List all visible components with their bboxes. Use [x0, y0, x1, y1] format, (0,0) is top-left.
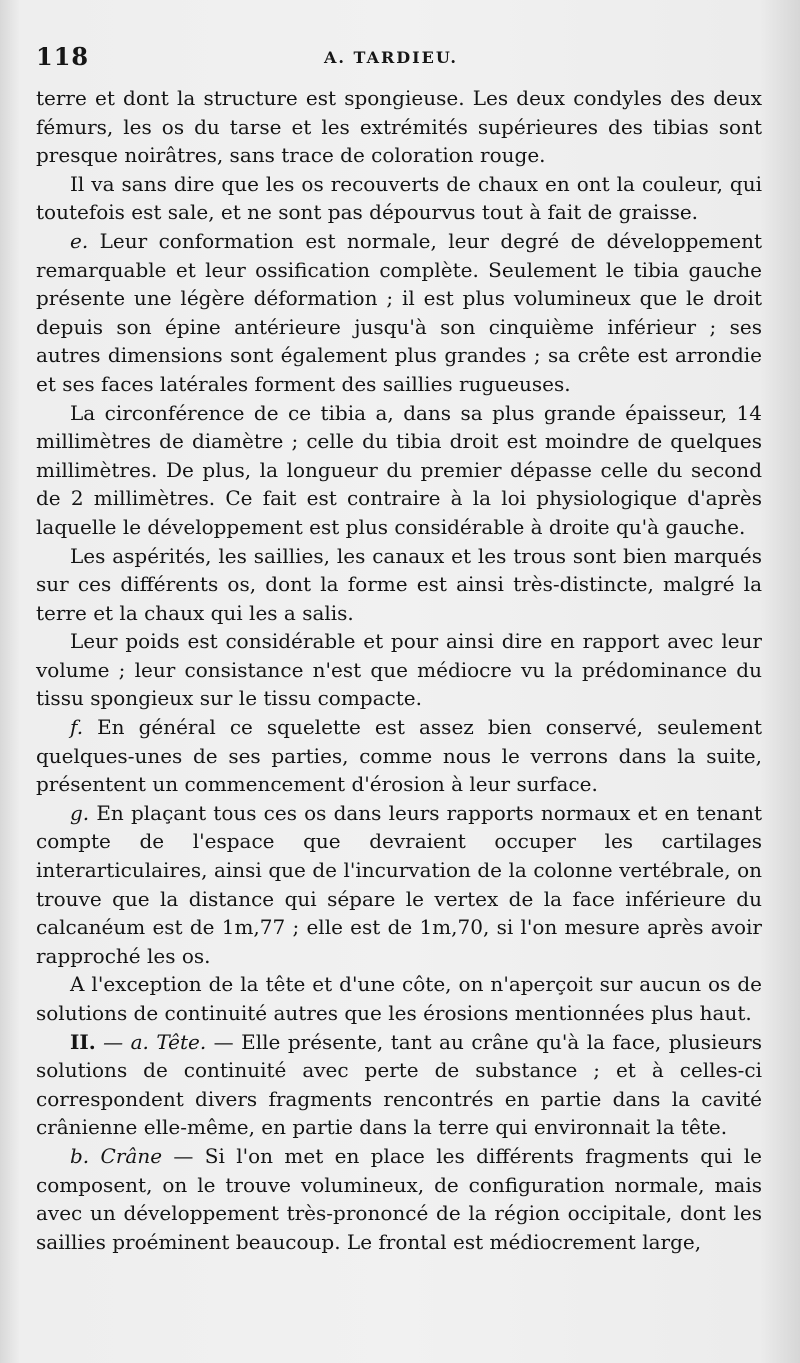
paragraph: terre et dont la structure est spongieuse. Les deux condyles des deux fémurs, les os du tarse et les extrémités supérieures des tibias sont presque noirâtres, sans trace de coloration rouge.: [36, 86, 762, 168]
running-head: A. TARDIEU.: [324, 48, 458, 67]
body-text: [36, 84, 762, 1256]
paragraph: A l'exception de la tête et d'une côte, on n'aperçoit sur aucun os de solutions de continuité autres que les érosions mentionnées plus haut.: [36, 972, 762, 1025]
paragraph: Les aspérités, les saillies, les canaux et les trous sont bien marqués sur ces différents os, dont la forme est ainsi très-distincte, malgré la terre et la chaux qui les a salis.: [36, 543, 762, 625]
paragraph: II. — a. Tête. — Elle présente, tant au crâne qu'à la face, plusieurs solutions de continuité avec perte de substance ; et à celles-ci correspondent divers fragments rencontrés en partie dans la cavité crânienne elle-même, en partie dans la terre qui environnait la tête.: [36, 1029, 762, 1140]
paragraph: e. Leur conformation est normale, leur degré de développement remarquable et leur ossification complète. Seulement le tibia gauche présente une légère déformation ; il est plus volumineux que le droit depuis son épine antérieure jusqu'à son cinquième inférieur ; ses autres dimensions sont également plus grandes ; sa crête est arrondie et ses faces latérales forment des saillies rugueuses.: [36, 228, 762, 396]
section-marker: e.: [70, 228, 89, 253]
paragraph: La circonférence de ce tibia a, dans sa plus grande épaisseur, 14 millimètres de diamètre ; celle du tibia droit est moindre de quelques millimètres. De plus, la longueur du premier dépasse celle du second de 2 millimètres. Ce fait est contraire à la loi physiologique d'après laquelle le développement est plus considérable à droite qu'à gauche.: [36, 400, 762, 539]
page-number: 118: [36, 42, 90, 71]
page-header: [36, 42, 760, 78]
paragraph: Il va sans dire que les os recouverts de chaux en ont la couleur, qui toutefois est sale, et ne sont pas dépourvus tout à fait de graisse.: [36, 171, 762, 225]
section-marker: g.: [70, 800, 90, 825]
section-marker: b. Crâne: [70, 1143, 163, 1168]
section-roman-numeral: II.: [70, 1029, 96, 1054]
section-marker: f.: [70, 715, 84, 740]
paragraph: Leur poids est considérable et pour ainsi dire en rapport avec leur volume ; leur consistance n'est que médiocre vu la prédominance du tissu spongieux sur le tissu compacte.: [36, 629, 762, 711]
paragraph: g. En plaçant tous ces os dans leurs rapports normaux et en tenant compte de l'espace que devraient occuper les cartilages interarticulaires, ainsi que de l'incurvation de la colonne vertébrale, on trouve que la distance qui sépare le vertex de la face inférieure du calcanéum est de 1m,77 ; elle est de 1m,70, si l'on mesure après avoir rapproché les os.: [36, 800, 762, 968]
paragraph: f. En général ce squelette est assez bien conservé, seulement quelques-unes de ses parties, comme nous le verrons dans la suite, présentent un commencement d'érosion à leur surface.: [36, 715, 762, 797]
section-marker: — a. Tête.: [95, 1029, 207, 1054]
paragraph: b. Crâne — Si l'on met en place les différents fragments qui le composent, on le trouve volumineux, de configuration normale, mais avec un développement très-prononcé de la région occipitale, dont les saillies proéminent beaucoup. Le frontal est médiocrement large,: [36, 1143, 762, 1254]
